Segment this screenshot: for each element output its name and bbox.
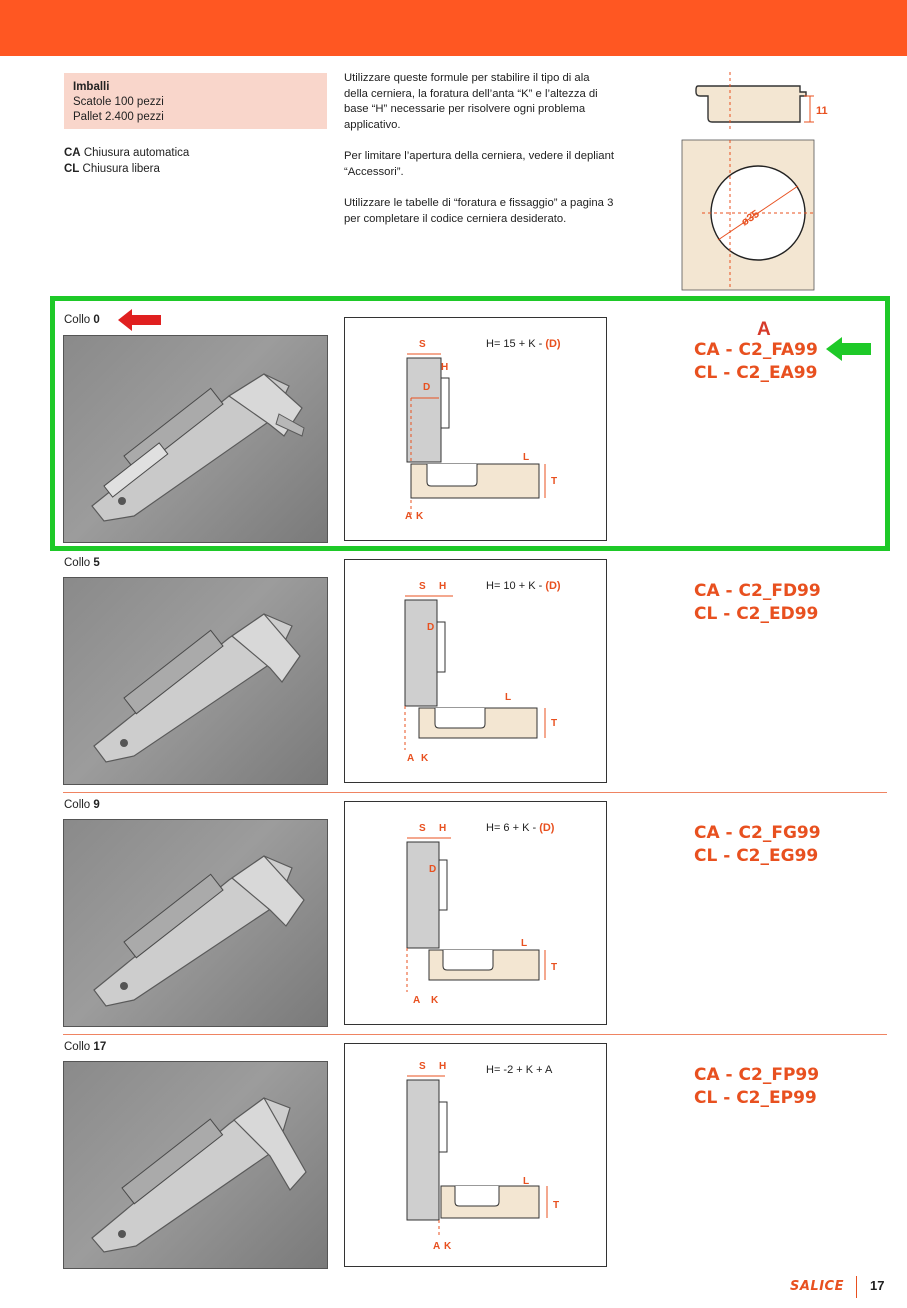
- intro-text: [344, 71, 614, 243]
- formula-d: (D): [545, 338, 561, 350]
- formula: [486, 1064, 552, 1076]
- dim-t: T: [551, 718, 558, 729]
- dim-h: H: [439, 1061, 447, 1072]
- dim-k: K: [416, 511, 424, 522]
- dim-d: D: [423, 382, 431, 393]
- dim-l: L: [521, 938, 528, 949]
- dimension-diagram: [344, 1043, 607, 1267]
- dim-t: T: [553, 1200, 560, 1211]
- formula-text: H= 15 + K -: [486, 338, 546, 350]
- row-title: [64, 557, 100, 569]
- dim-h: H: [439, 823, 447, 834]
- depth-label: 11: [816, 105, 828, 117]
- dim-a: A: [433, 1241, 441, 1252]
- diagram-svg: [345, 1044, 608, 1268]
- dimension-diagram: [344, 559, 607, 783]
- row-label: Collo: [64, 1041, 91, 1053]
- packaging-title: Imballi: [73, 81, 110, 93]
- code-cl: CL - C2_EP99: [694, 1088, 817, 1108]
- formula: [486, 822, 554, 834]
- green-arrow-icon: [826, 337, 872, 361]
- dim-l: L: [523, 452, 530, 463]
- formula-d: (D): [545, 580, 561, 592]
- footer-divider: [856, 1276, 857, 1298]
- diagram-svg: [345, 802, 608, 1026]
- legend-text: Chiusura libera: [82, 163, 160, 175]
- row-label: Collo: [64, 314, 91, 326]
- dim-s: S: [419, 1061, 426, 1072]
- hinge-photo: [63, 819, 328, 1027]
- row-title: [64, 1041, 106, 1053]
- code-ca: CA - C2_FG99: [694, 823, 821, 843]
- code-ca: CA - C2_FA99: [694, 340, 818, 360]
- code-cl: CL - C2_EG99: [694, 846, 819, 866]
- dimension-diagram: [344, 317, 607, 541]
- diameter-label: ø35: [739, 207, 762, 229]
- header-bar: [0, 0, 907, 56]
- diagram-svg: [345, 318, 608, 542]
- dim-t: T: [551, 476, 558, 487]
- dim-s: S: [419, 581, 426, 592]
- hinge-image: [64, 336, 329, 544]
- packaging-line2: Pallet 2.400 pezzi: [73, 111, 164, 123]
- row-value: 5: [93, 557, 100, 569]
- dim-t: T: [551, 962, 558, 973]
- red-arrow-icon: [118, 309, 162, 331]
- dim-k: K: [421, 753, 429, 764]
- dim-l: L: [505, 692, 512, 703]
- row-separator: [63, 1034, 887, 1035]
- code-cl: CL - C2_EA99: [694, 363, 818, 383]
- formula-d: (D): [539, 822, 555, 834]
- hinge-image: [64, 578, 329, 786]
- formula: [486, 338, 561, 350]
- product-codes: [694, 580, 821, 626]
- legend-code: CA: [64, 147, 81, 159]
- diagram-svg: [345, 560, 608, 784]
- footer-brand: [790, 1278, 844, 1294]
- dim-a: A: [413, 995, 421, 1006]
- hinge-photo: [63, 335, 328, 543]
- dim-l: L: [523, 1176, 530, 1187]
- dimension-diagram: [344, 801, 607, 1025]
- dim-h: H: [439, 581, 447, 592]
- formula-text: H= -2 + K + A: [486, 1064, 553, 1076]
- code-cl: CL - C2_ED99: [694, 604, 819, 624]
- dim-k: K: [444, 1241, 452, 1252]
- row-label: Collo: [64, 557, 91, 569]
- row-value: 0: [93, 314, 100, 326]
- hinge-photo: [63, 1061, 328, 1269]
- intro-paragraph: Utilizzare queste formule per stabilire il tipo di ala della cerniera, la foratura dell’anta “K” e l’altezza di base “H” necessarie per risolvere ogni problema applicativo.: [344, 72, 598, 131]
- cup-drilling-figure: [682, 68, 828, 290]
- dim-a: A: [405, 511, 413, 522]
- formula-text: H= 10 + K -: [486, 580, 546, 592]
- hinge-image: [64, 1062, 329, 1270]
- formula-text: H= 6 + K -: [486, 822, 540, 834]
- product-codes: [694, 1064, 819, 1110]
- code-ca: CA - C2_FP99: [694, 1065, 820, 1085]
- annotation-mark: A: [757, 319, 771, 340]
- brand-logo: SALICE: [790, 1279, 844, 1294]
- legend-code: CL: [64, 163, 80, 175]
- dim-h: H: [441, 362, 449, 373]
- row-value: 9: [93, 799, 100, 811]
- row-value: 17: [93, 1041, 107, 1053]
- page-number: 17: [870, 1278, 885, 1293]
- packaging-box: [64, 73, 327, 129]
- dim-s: S: [419, 339, 426, 350]
- row-title: [64, 799, 100, 811]
- row-separator: [63, 792, 887, 793]
- product-codes: [694, 822, 821, 868]
- product-codes: [694, 339, 818, 385]
- legend-text: Chiusura automatica: [83, 147, 190, 159]
- hinge-photo: [63, 577, 328, 785]
- dim-a: A: [407, 753, 415, 764]
- dim-d: D: [429, 864, 437, 875]
- intro-paragraph: Utilizzare le tabelle di “foratura e fissaggio” a pagina 3 per completare il codice cerniera desiderato.: [344, 197, 614, 225]
- dim-k: K: [431, 995, 439, 1006]
- formula: [486, 580, 561, 592]
- hinge-image: [64, 820, 329, 1028]
- intro-paragraph: Per limitare l’apertura della cerniera, vedere il depliant “Accessori”.: [344, 150, 615, 178]
- row-label: Collo: [64, 799, 91, 811]
- dim-d: D: [427, 622, 435, 633]
- legend: [64, 145, 189, 177]
- dim-s: S: [419, 823, 426, 834]
- packaging-line1: Scatole 100 pezzi: [73, 96, 164, 108]
- row-title: [64, 314, 100, 326]
- code-ca: CA - C2_FD99: [694, 581, 821, 601]
